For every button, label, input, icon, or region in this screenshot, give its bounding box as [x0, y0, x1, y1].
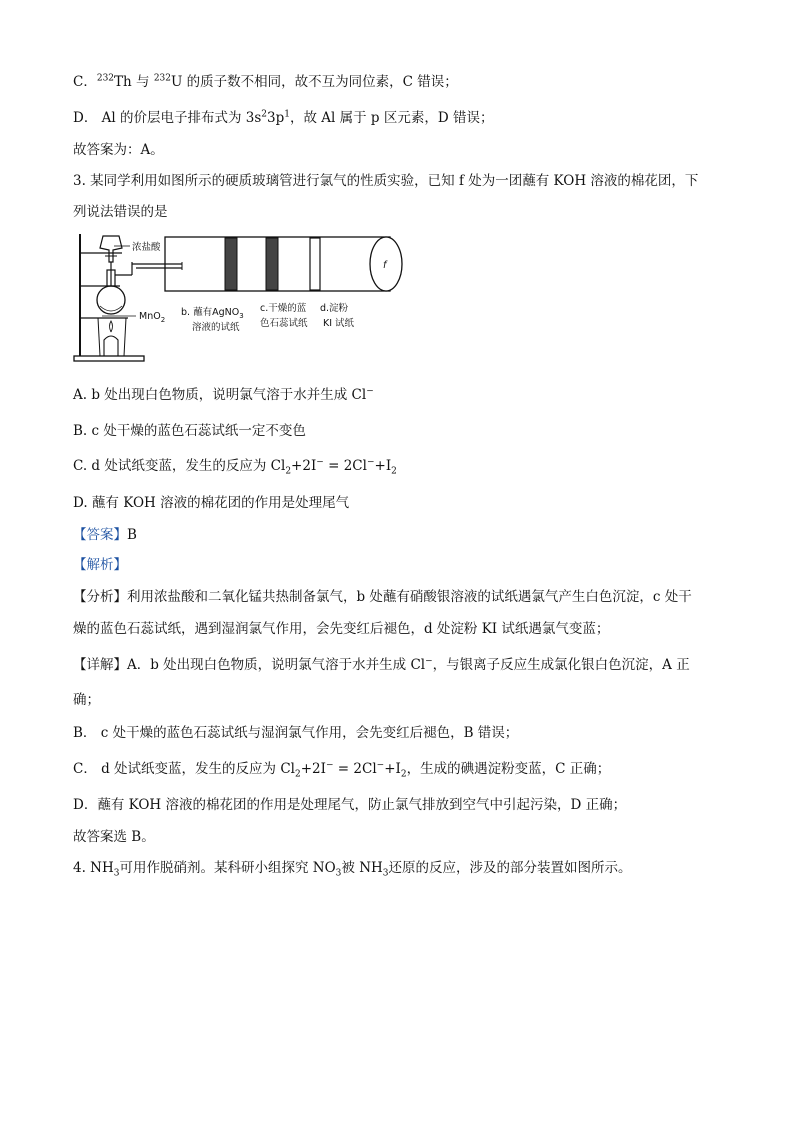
detail-b: B． c 处干燥的蓝色石蕊试纸与湿润氯气作用，会先变红后褪色，B 错误； [73, 725, 519, 741]
answer-line-q3: 故答案选 B。 [73, 829, 155, 845]
answer-value: B [127, 527, 137, 543]
analysis-line1: 【分析】利用浓盐酸和二氧化锰共热制备氯气，b 处蘸有硝酸银溶液的试纸遇氯气产生白色沉淀，c 处干 [73, 589, 692, 605]
label-d-line1: d.淀粉 [320, 303, 349, 314]
detail-tag: 【详解】 [73, 657, 127, 673]
option-c: C. d 处试纸变蓝，发生的反应为 $Cl_2+2I^- = 2Cl^-+I_2$ [73, 457, 397, 477]
detail-d: D．蘸有 KOH 溶液的棉花团的作用是处理尾气，防止氯气排放到空气中引起污染，D 正确； [73, 797, 627, 813]
label-c-line1: c.干燥的蓝 [260, 303, 307, 314]
label-c-line2: 色石蕊试纸 [260, 318, 308, 329]
chlorine-experiment-diagram [70, 228, 415, 368]
label-b-line2: 溶液的试纸 [192, 322, 240, 333]
label-d-line2: KI 试纸 [323, 318, 355, 329]
stand-base [74, 356, 144, 361]
round-bottom-flask [97, 286, 125, 314]
separatory-funnel [100, 236, 122, 262]
option-b: B. c 处干燥的蓝色石蕊试纸一定不变色 [73, 423, 306, 439]
option-d-explanation: D． Al 的价层电子排布式为 $3s^23p^1$，故 Al 属于 p 区元素，D 错误； [73, 109, 494, 126]
question-3-stem-line1: 3. 某同学利用如图所示的硬质玻璃管进行氯气的性质实验，已知 f 处为一团蘸有 KOH 溶液的棉花团，下 [73, 173, 699, 189]
label-f: f [383, 260, 387, 271]
paper-c [266, 238, 278, 290]
detail-a-line2: 确； [73, 692, 100, 708]
question-4-stem: 4. $NH_3$可用作脱硝剂。某科研小组探究 $NO_3$被 $NH_3$还原的反应，涉及的部分装置如图所示。 [73, 860, 632, 879]
label-concentrated-hcl: 浓盐酸 [132, 242, 161, 253]
analysis-line2: 燥的蓝色石蕊试纸，遇到湿润氯气作用，会先变红后褪色，d 处淀粉 KI 试纸遇氯气变蓝； [73, 621, 610, 637]
answer-line-q2: 故答案为：A。 [73, 142, 164, 158]
label-b-line1: b. 蘸有AgNO$_3$ [181, 307, 244, 320]
label-mno2: MnO$_2$ [139, 311, 166, 324]
detail-c: C． d 处试纸变蓝，发生的反应为 $Cl_2+2I^- = 2Cl^-+I_2$，生成的碘遇淀粉变蓝，C 正确； [73, 760, 611, 780]
answer-line [73, 526, 137, 544]
analysis-tag: 【分析】 [73, 589, 127, 605]
option-c-explanation: C．$^{232}$Th 与 $^{232}$U 的质子数不相同，故不互为同位素，C 错误； [73, 73, 458, 90]
paper-d [310, 238, 320, 290]
paper-b [225, 238, 237, 290]
detail-a-line1: 【详解】A．b 处出现白色物质，说明氯气溶于水并生成 Cl−，与银离子反应生成氯化银白色沉淀，A 正 [73, 656, 690, 673]
option-a: A. b 处出现白色物质，说明氯气溶于水并生成 Cl− [73, 386, 374, 403]
alcohol-lamp [104, 336, 118, 356]
option-d: D. 蘸有 KOH 溶液的棉花团的作用是处理尾气 [73, 495, 350, 511]
answer-tag: 【答案】 [73, 527, 127, 543]
question-3-stem-line2: 列说法错误的是 [73, 204, 168, 220]
explanation-tag: 【解析】 [73, 557, 127, 573]
